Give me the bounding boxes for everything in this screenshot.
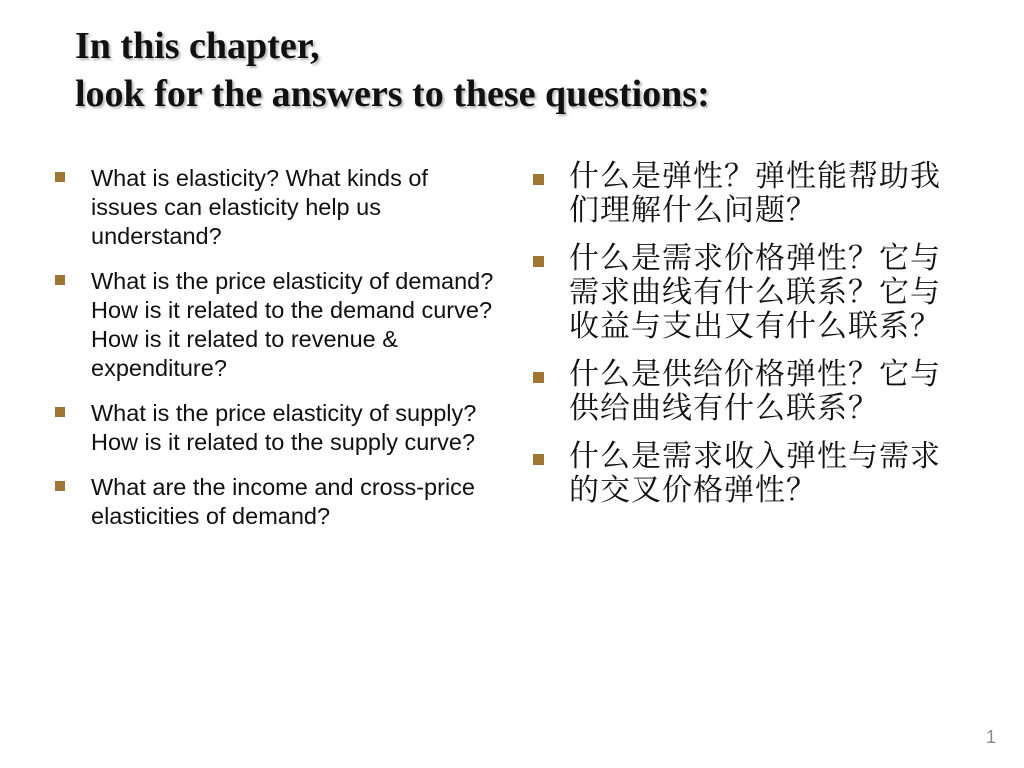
chinese-question-item bbox=[533, 160, 953, 228]
chinese-question-item bbox=[533, 242, 953, 344]
question-line: What is the price elasticity of supply? bbox=[91, 400, 477, 426]
square-bullet-icon bbox=[533, 256, 544, 267]
square-bullet-icon bbox=[55, 407, 65, 417]
slide-title bbox=[75, 22, 975, 118]
question-line: What is the price elasticity of demand? bbox=[91, 268, 494, 294]
chinese-question-text: 什么是需求价格弹性？它与需求曲线有什么联系？它与收益与支出又有什么联系？ bbox=[569, 241, 941, 344]
english-questions-column bbox=[55, 164, 495, 547]
chinese-questions-column bbox=[533, 160, 953, 522]
chinese-question-list bbox=[533, 160, 953, 508]
question-item-income-cross-price bbox=[55, 473, 495, 531]
chinese-question-item bbox=[533, 358, 953, 426]
question-item-price-elasticity-demand bbox=[55, 267, 495, 383]
chinese-question-text: 什么是供给价格弹性？它与供给曲线有什么联系？ bbox=[569, 357, 941, 426]
page-number: 1 bbox=[985, 727, 996, 747]
square-bullet-icon bbox=[55, 481, 65, 491]
title-line-2: look for the answers to these questions: bbox=[75, 73, 710, 115]
question-item-elasticity bbox=[55, 164, 495, 251]
question-line: What is elasticity? What kinds of issues can elasticity help us understand? bbox=[91, 165, 428, 249]
question-line: How is it related to the demand curve? bbox=[91, 297, 493, 323]
square-bullet-icon bbox=[55, 172, 65, 182]
question-item-price-elasticity-supply bbox=[55, 399, 495, 457]
question-line: What are the income and cross-price elasticities of demand? bbox=[91, 474, 475, 529]
square-bullet-icon bbox=[533, 454, 544, 465]
title-line-1: In this chapter, bbox=[75, 25, 320, 67]
chinese-question-text: 什么是需求收入弹性与需求的交叉价格弹性？ bbox=[569, 439, 941, 508]
square-bullet-icon bbox=[533, 372, 544, 383]
square-bullet-icon bbox=[533, 174, 544, 185]
chinese-question-text: 什么是弹性？弹性能帮助我们理解什么问题？ bbox=[569, 159, 941, 228]
english-question-list bbox=[55, 164, 495, 531]
question-line: How is it related to the supply curve? bbox=[91, 429, 476, 455]
square-bullet-icon bbox=[55, 275, 65, 285]
question-line: How is it related to revenue & expenditure? bbox=[91, 326, 398, 381]
chinese-question-item bbox=[533, 440, 953, 508]
